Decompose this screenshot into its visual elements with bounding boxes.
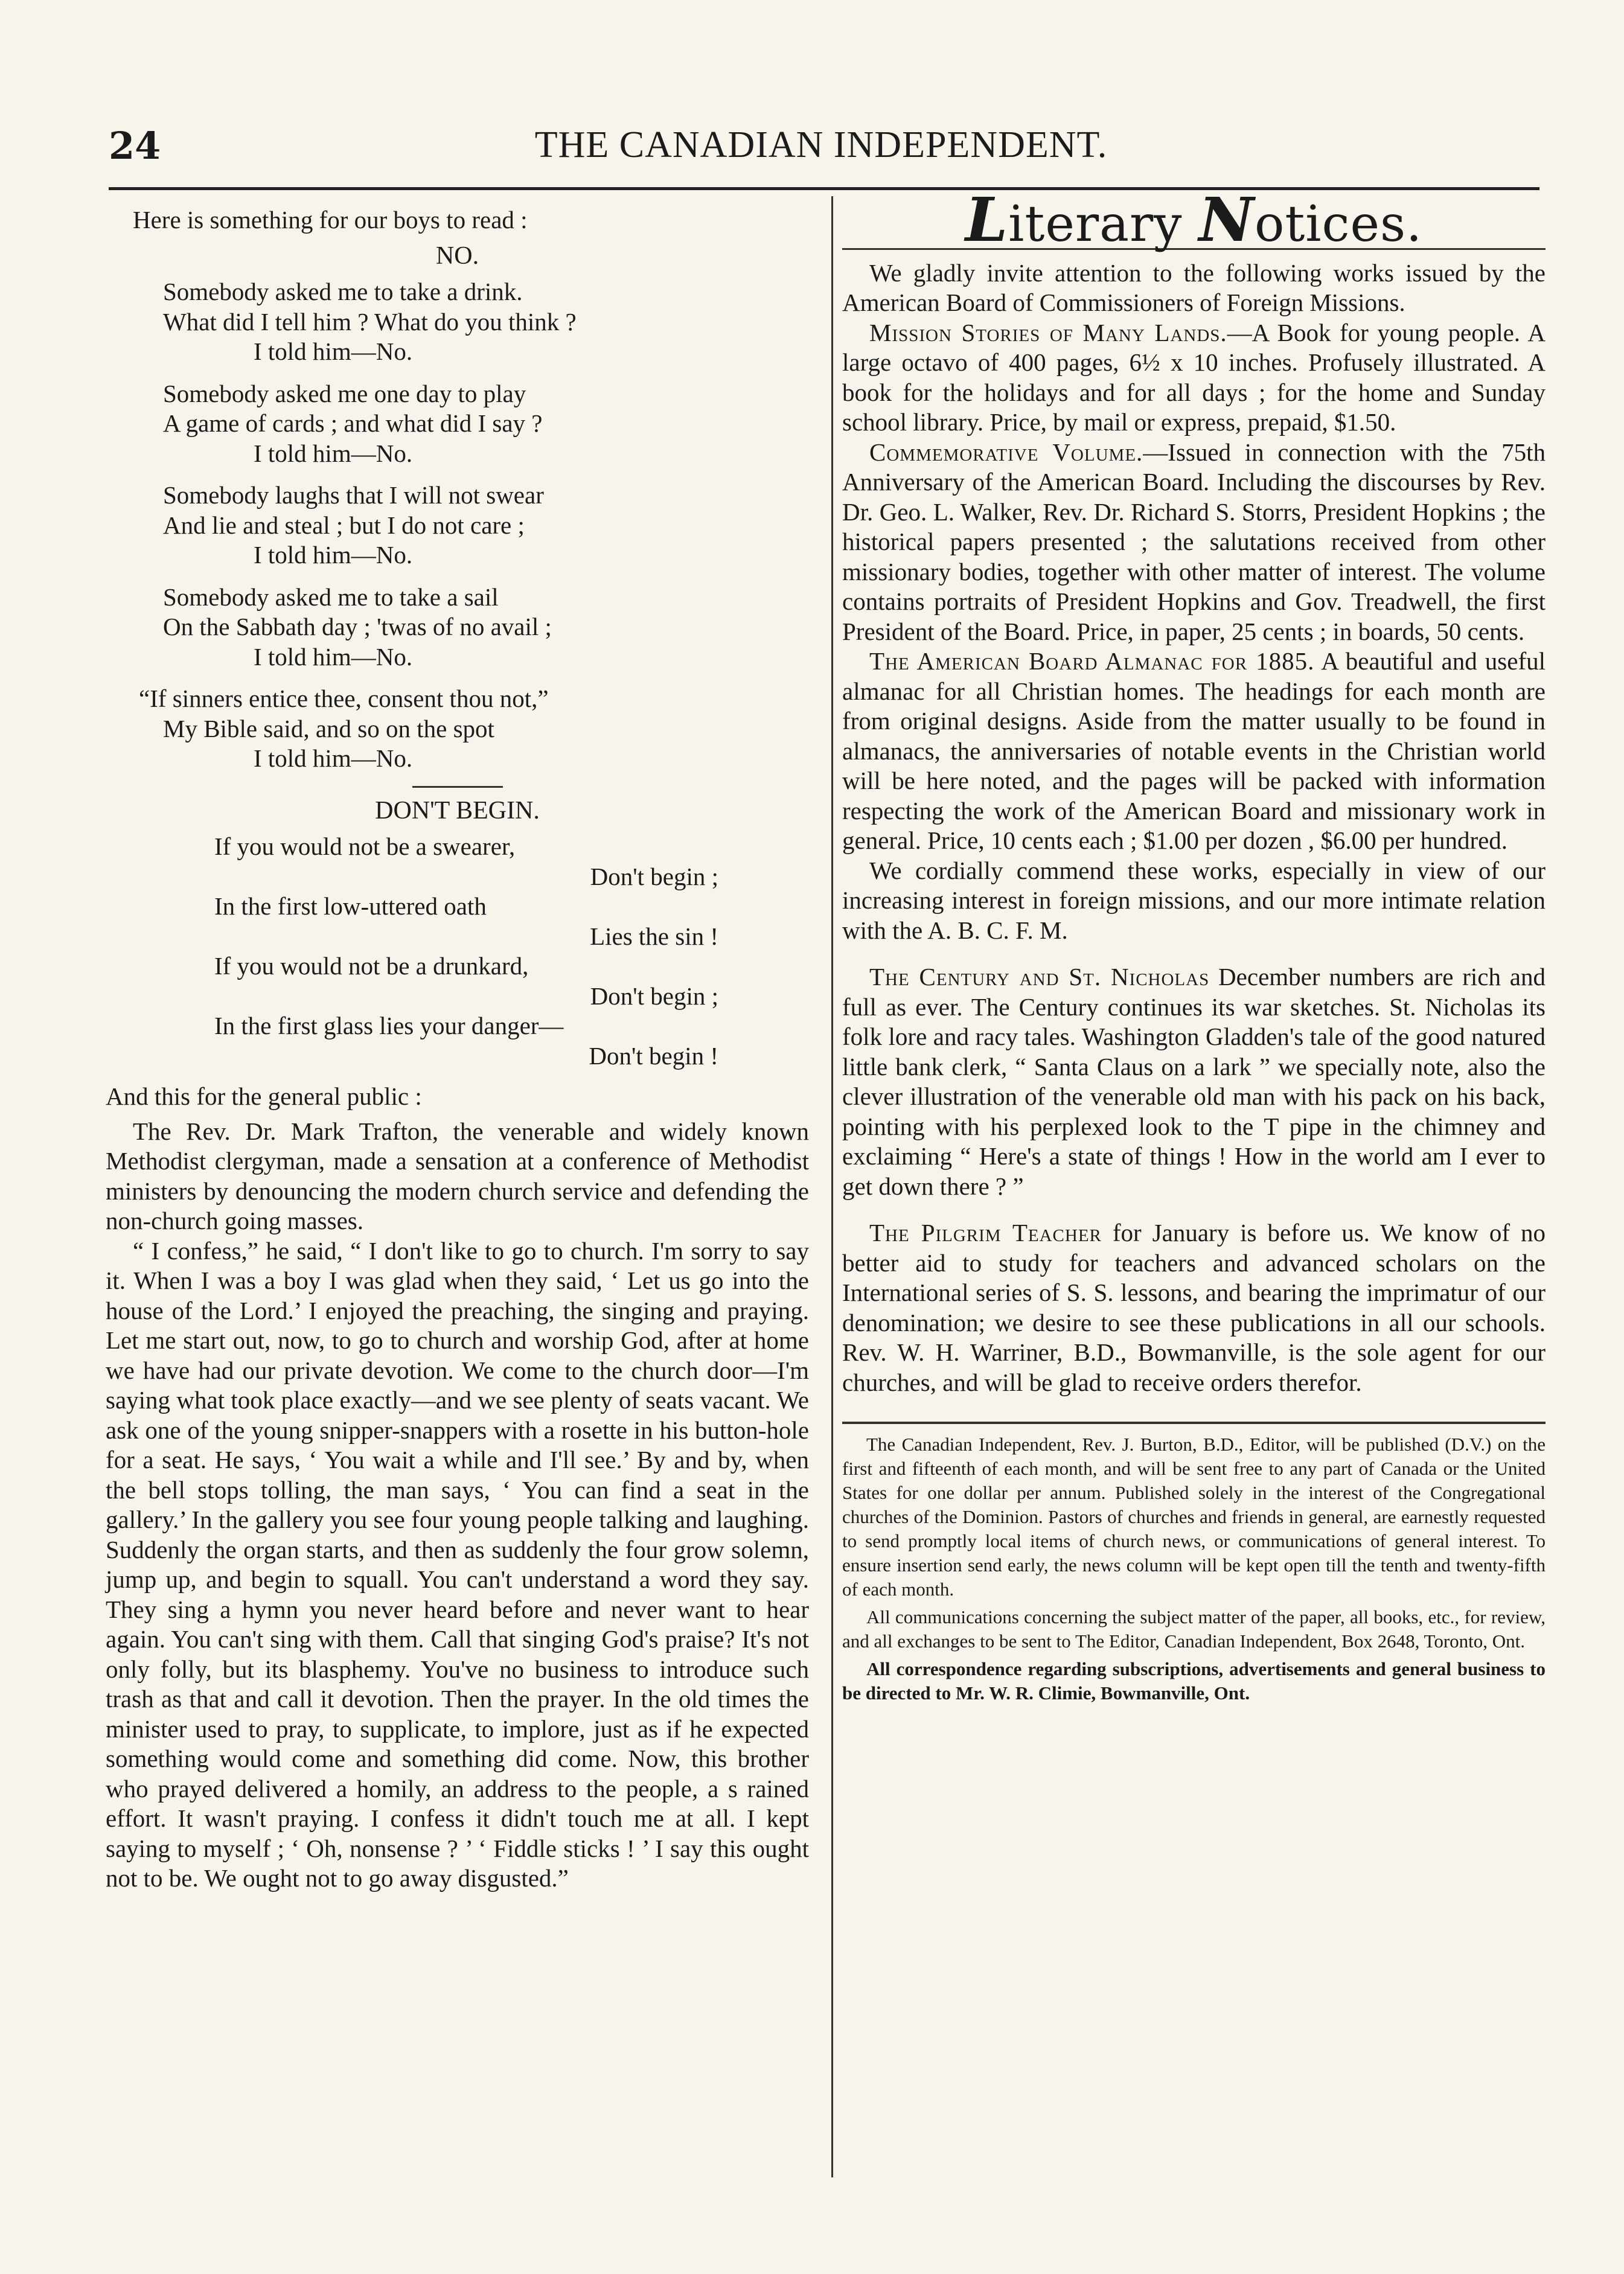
left-column	[106, 205, 809, 1894]
poem-line: Somebody asked me to take a drink.	[163, 278, 523, 305]
poem-title-dont-begin: DON'T BEGIN.	[375, 796, 540, 825]
notice-text: —A Book for young people. A large octavo of 400 pages, 6½ x 10 inches. Profusely illustrated. A book for the holidays and for all days ; for the home and Sunday school library. Price, by mail or express, prepaid, $1.50.	[842, 318, 1546, 436]
poem-line: Somebody laughs that I will not swear	[163, 481, 544, 509]
heading-text: otices.	[1254, 196, 1423, 253]
poem-stanza	[163, 379, 809, 469]
spacer	[842, 945, 1546, 962]
century-notice	[842, 962, 1546, 1201]
poem-line: On the Sabbath day ; 'twas of no avail ;	[163, 613, 552, 640]
poem-line: If you would not be a swearer,	[214, 832, 516, 860]
literary-notices-heading	[842, 184, 1546, 255]
notice-lead: The Pilgrim Teacher	[869, 1219, 1102, 1247]
notice-paragraph: We gladly invite attention to the following works issued by the American Board of Commissioners of Foreign Missions.	[842, 258, 1546, 316]
notice-text: December numbers are rich and full as ever. The Century continues its war sketches. St. Nicholas its folk lore and racy tales. Washington Gladden's tale of the good natured little bank clerk, “ Santa Claus on a lark ” we specially note, also the clever illustration of the venerable old man with his pack on his back, pointing with his perplexed look to the T pipe in the chimney and exclaiming “ Here's a state of things ! How in the world am I ever to get down there ? ”	[842, 963, 1546, 1200]
column-divider	[831, 196, 833, 2177]
imprint-paragraph: All communications concerning the subject matter of the paper, all books, etc., for review, and all exchanges to be sent to The Editor, Canadian Independent, Box 2648, Toronto, Ont.	[842, 1606, 1546, 1652]
poem-stanza	[163, 277, 809, 367]
notice-paragraph: We cordially commend these works, especially in view of our increasing interest in foreign missions, and our more intimate relation with the A. B. C. F. M.	[842, 856, 1546, 944]
poem-line: In the first low-uttered oath	[214, 892, 487, 920]
poem-stanza	[139, 684, 809, 774]
poem-line: Somebody asked me to take a sail	[163, 583, 499, 611]
spacer	[842, 1201, 1546, 1218]
notice-paragraph	[842, 318, 1546, 438]
poem-refrain: I told him—No.	[254, 337, 413, 365]
divider-rule	[412, 786, 503, 788]
imprint-rule	[842, 1422, 1546, 1424]
poem-line: What did I tell him ? What do you think ?	[163, 307, 577, 336]
notice-lead: The American Board Almanac for 1885.	[869, 647, 1315, 675]
right-column	[842, 184, 1546, 1709]
poem-refrain: Don't begin ;	[590, 982, 718, 1010]
poem-dont-begin	[106, 832, 809, 1071]
poem-line: “If sinners entice thee, consent thou not,”	[139, 685, 549, 712]
poem-stanza	[163, 481, 809, 570]
imprint-block	[842, 1432, 1546, 1705]
poem-refrain: Lies the sin !	[590, 922, 718, 950]
notice-lead: Mission Stories of Many Lands.	[869, 318, 1227, 347]
article-paragraph: “ I confess,” he said, “ I don't like to go to church. I'm sorry to say it. When I was a boy I was glad when they said, ‘ Let us go into the house of the Lord.’ I enjoyed the preaching, the singing and praying. Let me start out, now, to go to church and worship God, after at home we have had our private devotion. We come to the church door—I'm saying what took place exactly—and we see plenty of seats vacant. We ask one of the young snipper-snappers with a rosette in his button-hole for a seat. He says, ‘ You wait a while and I'll see.’ By and by, when the bell stops tolling, the man says, ‘ You can find a seat in the gallery.’ In the gallery you see four young people talking and laughing. Suddenly the organ starts, and then as suddenly the four grow solemn, jump up, and begin to squall. You can't understand a word they say. They sing a hymn you never heard before and never want to hear again. You can't sing with them. Call that singing God's praise? It's not only folly, but its blasphemy. You've no business to introduce such trash as that and call it devotion. Then the prayer. In the old times the minister used to pray, to supplicate, to implore, just as if he expected something would come and something did come. Now, this brother who prayed delivered a homily, an address to the people, a s rained effort. It wasn't praying. I confess it didn't touch me at all. I kept saying to myself ; ‘ Oh, nonsense ? ’ ‘ Fiddle sticks ! ’ I say this ought not to be. We ought not to go away disgusted.”	[106, 1236, 809, 1892]
running-head	[109, 124, 1533, 172]
notice-text: —Issued in connection with the 75th Anniversary of the American Board. Including the discourses by Rev. Dr. Geo. L. Walker, Rev. Dr. Richard S. Storrs, President Hopkins ; the historical papers presented ; the salutations received from other missionary bodies, together with other matter of interest. The volume contains portraits of President Hopkins and Gov. Treadwell, the first President of the Board. Price, in paper, 25 cents ; in boards, 50 cents.	[842, 438, 1546, 645]
poem-line: A game of cards ; and what did I say ?	[163, 409, 543, 437]
boys-intro: Here is something for our boys to read :	[133, 206, 528, 234]
poem-line: If you would not be a drunkard,	[214, 952, 529, 980]
heading-text: iterary	[1008, 196, 1199, 253]
notice-paragraph	[842, 438, 1546, 647]
notice-lead: The Century and St. Nicholas	[869, 963, 1210, 991]
notice-text: for January is before us. We know of no better aid to study for teachers and advanced scholars on the International series of S. S. lessons, and bearing the imprimatur of our denomination; we desire to see these publications in all our schools. Rev. W. H. Warriner, B.D., Bowmanville, is the sole agent for our churches, and will be glad to receive orders therefor.	[842, 1219, 1546, 1396]
notice-paragraph	[842, 647, 1546, 856]
poem-refrain: I told him—No.	[254, 642, 413, 671]
header-rule	[109, 187, 1539, 190]
poem-no	[106, 277, 809, 774]
poem-stanza	[163, 583, 809, 672]
poem-refrain: I told him—No.	[254, 744, 413, 772]
heading-initial: N	[1198, 184, 1255, 255]
poem-line: And lie and steal ; but I do not care ;	[163, 511, 525, 539]
poem-line: Somebody asked me one day to play	[163, 379, 526, 407]
heading-initial: L	[965, 184, 1009, 255]
journal-title: THE CANADIAN INDEPENDENT.	[534, 124, 1108, 165]
article-paragraph: The Rev. Dr. Mark Trafton, the venerable and widely known Methodist clergyman, made a sensation at a conference of Methodist ministers by denouncing the modern church service and defending the non-church going masses.	[106, 1117, 809, 1234]
page-number: 24	[109, 124, 161, 168]
imprint-paragraph: The Canadian Independent, Rev. J. Burton, B.D., Editor, will be published (D.V.) on the first and fifteenth of each month, and will be sent free to any part of Canada or the United States for one dollar per annum. Published solely in the interest of the Congregational churches of the Dominion. Pastors of churches and friends in general, are earnestly requested to send promptly local items of church news, or communications of general interest. To ensure insertion send early, the news column will be kept open till the tenth and twenty-fifth of each month.	[842, 1434, 1546, 1600]
poem-title-no: NO.	[435, 241, 479, 270]
notice-text: A beautiful and useful almanac for all Christian homes. The headings for each month are from original designs. Aside from the matter usually to be found in almanacs, the anniversaries of notable events in the Christian world will be here noted, and the pages will be packed with information respecting the work of the American Board and missionary work in general. Price, 10 cents each ; $1.00 per dozen , $6.00 per hundred.	[842, 647, 1546, 854]
public-intro: And this for the general public :	[106, 1082, 422, 1110]
imprint-paragraph: All correspondence regarding subscriptions, advertisements and general business to be directed to Mr. W. R. Climie, Bowmanville, Ont.	[842, 1658, 1546, 1704]
poem-line: In the first glass lies your danger—	[214, 1012, 564, 1040]
poem-line: My Bible said, and so on the spot	[163, 714, 494, 743]
poem-refrain: I told him—No.	[254, 541, 413, 569]
notice-lead: Commemorative Volume.	[869, 438, 1143, 466]
poem-refrain: Don't begin !	[589, 1041, 718, 1070]
poem-refrain: Don't begin ;	[590, 862, 718, 890]
pilgrim-notice	[842, 1218, 1546, 1397]
poem-refrain: I told him—No.	[254, 439, 413, 467]
